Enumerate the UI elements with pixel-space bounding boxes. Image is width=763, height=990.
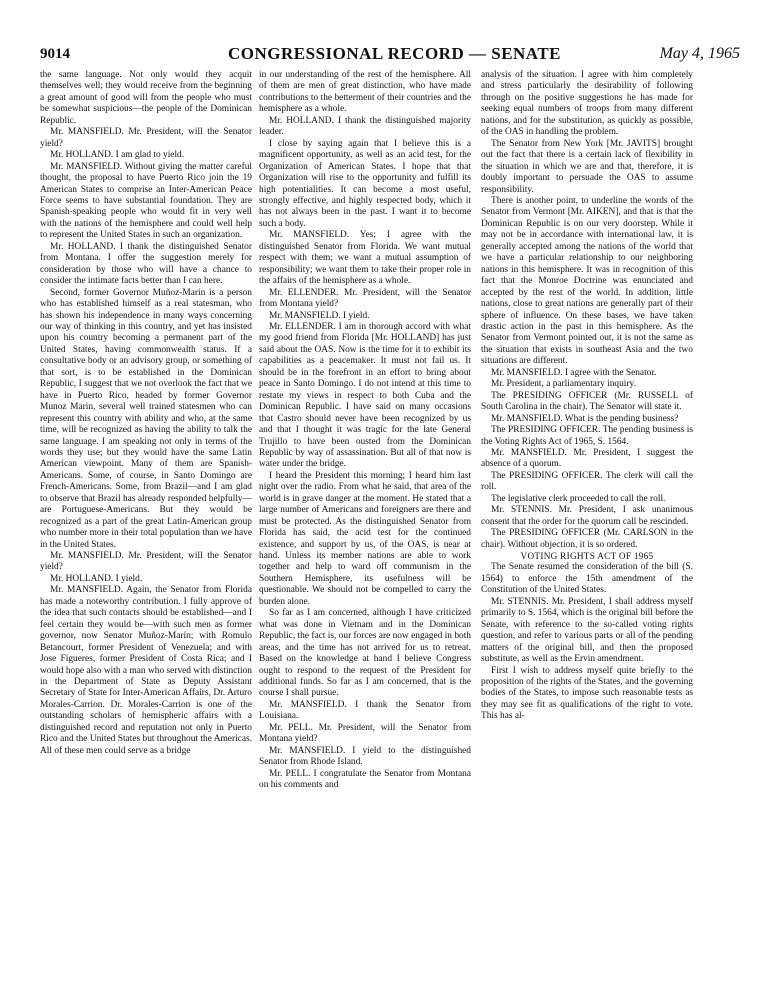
paragraph: Mr. MANSFIELD. I thank the Senator from Louisiana.	[259, 699, 471, 722]
text-columns	[40, 70, 740, 975]
paragraph: The legislative clerk proceeded to call the roll.	[491, 493, 666, 504]
page-header	[40, 44, 740, 66]
paragraph: Mr. MANSFIELD. Mr. President, will the Senator yield?	[40, 551, 252, 573]
paragraph: Mr. MANSFIELD. I yield.	[269, 310, 370, 321]
journal-title: CONGRESSIONAL RECORD — SENATE	[228, 44, 562, 63]
paragraph: There is another point, to underline the words of the Senator from Vermont [Mr. AIKEN], and that is that the Dominican Republic is on our very doorstep. While it may not be in accordance with international law, it is generally accepted among the nations of the world that we have a particular relationship to our neighboring nations in this hemisphere. It was in recognition of this fact that the Monroe Doctrine was enunciated and accepted by the rest of the world. In addition, little nations, close to great nations are generally part of their sphere of influence. On these bases, we have taken drastic action in the past in this hemisphere. As the Senator from Vermont pointed out, it is not the same as the situation that exists in southeast Asia and the two situations are different.	[481, 195, 693, 367]
paragraph: Mr. MANSFIELD. I agree with the Senator.	[491, 367, 657, 378]
issue-date: May 4, 1965	[659, 45, 740, 62]
paragraph: The PRESIDING OFFICER (Mr. CARLSON in the chair). Without objection, it is so ordered.	[481, 528, 693, 550]
paragraph: Mr. President, a parliamentary inquiry.	[491, 379, 636, 390]
page-number: 9014	[40, 46, 70, 62]
column-1	[40, 70, 252, 975]
paragraph: Mr. MANSFIELD. Again, the Senator from Florida has made a noteworthy contribution. I fully approve of the idea that such contacts should be established—and I feel certain they would be—with such men as former governor, now Senator Muñoz-Marín; with Romulo Betancourt, former President of Venezuela; and with Jose Figueres, former President of Costa Rica; and I would hope also with a man who served with distinction in the Department of State as Deputy Assistant Secretary of State for Inter-American Affairs, Dr. Arturo Morales-Carrion. Dr. Morales-Carrion is one of the outstanding scholars of hemispheric affairs with a distinguished record and reputation not only in Puerto Rico and the United States but throughout the Americas. All of these men could serve as a bridge	[40, 585, 252, 756]
paragraph: First I wish to address myself quite briefly to the proposition of the rights of the States, and the governing bodies of the States, to impose such reasonable tests as they may see fit as qualifications of the right to vote. This has al-	[481, 665, 693, 722]
column-3	[481, 70, 693, 975]
paragraph: Mr. HOLLAND. I am glad to yield.	[50, 150, 185, 161]
paragraph: Mr. MANSFIELD. Mr. President, will the Senator yield?	[40, 127, 252, 149]
paragraph: The PRESIDING OFFICER (Mr. RUSSELL of South Carolina in the chair). The Senator will state it.	[481, 390, 693, 413]
paragraph: Mr. PELL. Mr. President, will the Senator from Montana yield?	[259, 722, 471, 745]
paragraph: Second, former Governor Muñoz-Marín is a person who has established himself as a real statesman, who has shown his independence in many ways concerning our way of thinking in this country, and yet has insisted upon his country becoming a permanent part of the United States, having commonwealth status. If a consultative body or an advisory group, or something of that sort, is to be established in the Dominican Republic, I suggest that we not overlook the fact that we have in Puerto Rico, headed by former Governor Munoz Marin, several well trained statesmen who can represent this country with ability and who, at the same time, will be recognized as having the ability to talk the same language. I am speaking not only in terms of the words they use; but they would have the same Latin American viewpoint. Many of them are Spanish-Americans. Some, of course, in Santo Domingo are French-Americans. Some, from Brazil—and I am glad to observe that Brazil has already responded helpfully—are Portuguese-Americans. But they would be recognized as a part of the great Latin-American group who number more in their total population than we have in the United States.	[40, 287, 252, 550]
paragraph: Mr. MANSFIELD. Mr. President, I suggest the absence of a quorum.	[481, 447, 693, 470]
paragraph: I heard the President this morning; I heard him last night over the radio. From what he said, that area of the world is in grave danger at the moment. He stated that a large number of Americans and foreigners are there and must be protected. As the distinguished Senator from Florida has said, the acid test for the continued existence, and support by us, of the OAS, is near at hand. Unless its member nations are able to work together and help to ward off communism in the Southern Hemisphere, its usefulness will be questionable. We should not be compelled to carry the burden alone.	[259, 470, 471, 607]
paragraph: Mr. HOLLAND. I yield.	[50, 573, 143, 584]
paragraph: Mr. MANSFIELD. Without giving the matter careful thought, the proposal to have Puerto Rico join the 19 American States to comprise an Inter-American Peace Force seems to have substantial foundation. They are Spanish-speaking people who would fit in very well with the nations of the hemisphere and could well help to represent the United States in such an organization.	[40, 161, 252, 241]
paragraph: I close by saying again that I believe this is a magnificent opportunity, as well as an acid test, for the Organization of American States. I hope that that Organization will rise to the opportunity and fulfill its high potentialities. It can become a most useful, strongly effective, and highly respected body, which it has not always been in the past. I want it to become such a body.	[259, 138, 471, 229]
paragraph: analysis of the situation. I agree with him completely and stress particularly the desirability of following through on the positive suggestions he has made for seeking equal numbers of troops from many different nations, and for the substitution, as quickly as possible, of the OAS in handling the problem.	[481, 70, 693, 138]
paragraph: Mr. MANSFIELD. Yes; I agree with the distinguished Senator from Florida. We want mutual respect with them; we want a mutual assumption of responsibility; we want them to take their proper role in the affairs of the hemisphere as a whole.	[259, 230, 471, 287]
paragraph: Mr. ELLENDER. Mr. President, will the Senator from Montana yield?	[259, 287, 471, 310]
paragraph: Mr. STENNIS. Mr. President, I shall address myself primarily to S. 1564, which is the original bill before the Senate, with reference to the so-called voting rights question, and refer to various parts or all of the pending matters of the original bill, and then the proposed substitute, as well as the Ervin amendment.	[481, 596, 693, 665]
paragraph: The PRESIDING OFFICER. The pending business is the Voting Rights Act of 1965, S. 1564.	[481, 425, 693, 447]
paragraph: The Senator from New York [Mr. JAVITS] brought out the fact that there is a certain lack of flexibility in the situation in which we are and that, therefore, it is doubly important to persuade the OAS to assume responsibility.	[481, 138, 693, 195]
paragraph: The Senate resumed the consideration of the bill (S. 1564) to enforce the 15th amendment of the Constitution of the United States.	[481, 562, 693, 596]
paragraph: Mr. MANSFIELD. What is the pending business?	[491, 413, 679, 424]
paragraph: Mr. STENNIS. Mr. President, I ask unanimous consent that the order for the quorum call be rescinded.	[481, 505, 693, 527]
paragraph: Mr. HOLLAND. I thank the distinguished Senator from Montana. I offer the suggestion merely for consideration by those who will have a chance to consider the intimate facts better than I can here.	[40, 241, 252, 287]
paragraph: in our understanding of the rest of the hemisphere. All of them are men of great distinction, who have made contributions to the betterment of their countries and the hemisphere as a whole.	[259, 70, 471, 115]
section-heading: VOTING RIGHTS ACT OF 1965	[520, 551, 654, 562]
paragraph: So far as I am concerned, although I have criticized what was done in Vietnam and in the Dominican Republic, the fact is, our forces are now engaged in both areas, and the time has not arrived for us to retreat. Based on the knowledge at hand I believe Congress ought to respond to the request of the President for additional funds. So far as I am concerned, that is the course I shall pursue.	[259, 608, 471, 699]
paragraph: The PRESIDING OFFICER. The clerk will call the roll.	[481, 470, 693, 493]
paragraph: Mr. ELLENDER. I am in thorough accord with what my good friend from Florida [Mr. HOLLAND] has just said about the OAS. Now is the time for it to exhibit its capabilities as a peacemaker. It must not fail us. It should be in the forefront in an effort to bring about peace in Santo Domingo. I do not intend at this time to restate my views in respect to both Cuba and the Dominican Republic. I have said on many occasions that Castro should never have been recognized by us and that I thought it was tragic for the late General Trujillo to have been ousted from the Dominican Republic by way of assassination. But all of that now is water under the bridge.	[259, 321, 471, 470]
paragraph: the same language. Not only would they acquit themselves well; they would receive from the beginning a great amount of good will from the people who must be somewhat suspicious—the people of the Dominican Republic.	[40, 70, 252, 126]
column-2	[259, 70, 471, 975]
paragraph: Mr. HOLLAND. I thank the distinguished majority leader.	[259, 115, 471, 138]
paragraph: Mr. MANSFIELD. I yield to the distinguished Senator from Rhode Island.	[259, 745, 471, 768]
paragraph: Mr. PELL. I congratulate the Senator from Montana on his comments and	[259, 768, 471, 791]
